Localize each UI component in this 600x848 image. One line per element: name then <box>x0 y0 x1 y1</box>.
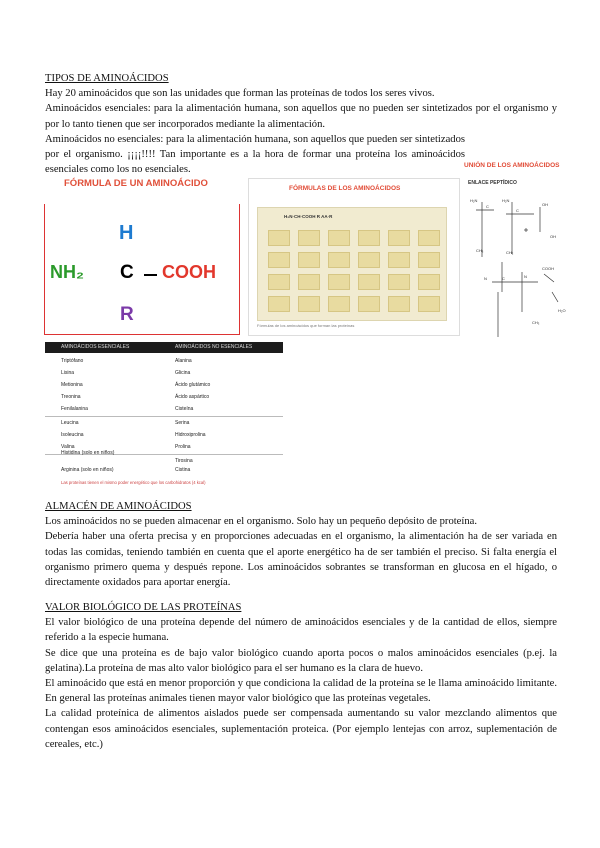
formula-cell <box>358 296 380 312</box>
svg-text:CH₃: CH₃ <box>476 248 484 253</box>
table-cell: Leucina <box>61 420 79 426</box>
figure-title: FÓRMULA DE UN AMINOÁCIDO <box>64 178 208 189</box>
formula-cell <box>418 252 440 268</box>
table-cell: Arginina (solo en niños) <box>61 467 114 473</box>
aminoacid-table <box>45 336 283 492</box>
section-almacen <box>45 499 557 590</box>
table-cell: Ácido aspártico <box>175 394 210 400</box>
svg-text:CH₂: CH₂ <box>506 250 514 255</box>
table-cell: Fenilalanina <box>61 406 88 412</box>
table-rule <box>45 416 283 417</box>
formula-cell <box>268 230 290 246</box>
figure-formulas <box>248 178 460 336</box>
heading-almacen: ALMACÉN DE AMINOÁCIDOS <box>45 501 192 512</box>
formula-cell <box>388 296 410 312</box>
figure-union <box>462 162 572 342</box>
table-cell: Metionina <box>61 382 83 388</box>
table-cell: Prolina <box>175 444 191 450</box>
formula-cell <box>358 274 380 290</box>
column-header: AMINOÁCIDOS ESENCIALES <box>61 344 130 350</box>
svg-text:C: C <box>486 204 489 209</box>
heading-valor: VALOR BIOLÓGICO DE LAS PROTEÍNAS <box>45 602 242 613</box>
formula-cell <box>328 274 350 290</box>
table-cell: Triptófano <box>61 358 84 364</box>
table-header <box>45 342 283 353</box>
svg-text:H₂O: H₂O <box>558 308 566 313</box>
formula-cell <box>268 274 290 290</box>
formula-cell <box>418 274 440 290</box>
svg-text:C: C <box>502 276 505 281</box>
formula-cooh: COOH <box>162 262 216 282</box>
formula-cell <box>328 296 350 312</box>
paragraph: Aminoácidos esenciales: para la alimentación humana, son aquellos que no pueden ser sintetizados por el organismo y por lo tanto tienen que ser incorporados mediante la alimentación. <box>45 103 557 130</box>
formula-h: H <box>119 222 134 244</box>
formula-cell <box>268 252 290 268</box>
svg-text:N: N <box>484 276 487 281</box>
table-cell: Isoleucina <box>61 432 84 438</box>
paragraph: El aminoácido que está en menor proporción y que condiciona la calidad de la proteína se le llama aminoácido limitante. En general las proteínas animales tienen mayor valor biológico que las proteínas vegetales. <box>45 678 557 705</box>
formula-cell <box>298 230 320 246</box>
heading-tipos: TIPOS DE AMINOÁCIDOS <box>45 73 169 84</box>
formula-nh2: NH₂ <box>50 262 84 282</box>
table-cell: Cistina <box>175 467 191 473</box>
table-cell: Serina <box>175 420 190 426</box>
paragraph: Los aminoácidos no se pueden almacenar en el organismo. Solo hay un pequeño depósito de proteína. <box>45 516 477 528</box>
svg-text:COOH: COOH <box>542 266 554 271</box>
table-cell: Alanina <box>175 358 192 364</box>
table-note: Las proteínas tienen el mismo poder energético que los carbohidratos (4 kcal) <box>61 480 206 485</box>
formula-bond <box>144 274 157 276</box>
panel-header: H₂N·CH·COOH R AA·R <box>284 214 333 219</box>
formula-cell <box>358 252 380 268</box>
table-cell: Valina <box>61 444 75 450</box>
formula-cell <box>298 252 320 268</box>
table-cell: Hidroxiprolina <box>175 432 206 438</box>
formula-r: R <box>120 304 134 325</box>
formula-cell <box>388 274 410 290</box>
svg-text:H₂N: H₂N <box>470 198 478 203</box>
table-cell: Cisteína <box>175 406 194 412</box>
svg-text:CH₃: CH₃ <box>532 320 540 325</box>
figure-caption: Fórmulas de los aminoácidos que forman las proteínas <box>257 323 355 328</box>
table-cell: Histidina (solo en niños) <box>61 450 115 456</box>
formula-cell <box>388 252 410 268</box>
formula-cell <box>388 230 410 246</box>
peptide-diagram <box>462 162 572 342</box>
table-cell: Tirosina <box>175 458 193 464</box>
formulas-panel <box>257 207 447 321</box>
table-cell: Glicina <box>175 370 191 376</box>
table-cell: Treonina <box>61 394 81 400</box>
paragraph: El valor biológico de una proteína depende del número de aminoácidos esenciales y de la cantidad de ellos, siempre referido a la especie humana. <box>45 617 557 644</box>
formula-cell <box>328 230 350 246</box>
figure-subtitle: ENLACE PEPTÍDICO <box>468 180 517 186</box>
svg-text:C: C <box>516 208 519 213</box>
formula-c: C <box>120 262 134 283</box>
figure-title: UNIÓN DE LOS AMINOÁCIDOS <box>464 162 560 169</box>
formula-cell <box>298 274 320 290</box>
figure-formula <box>44 178 242 336</box>
table-cell: Ácido glutámico <box>175 382 211 388</box>
svg-text:OH: OH <box>550 234 556 239</box>
paragraph: Aminoácidos no esenciales: para la alimentación humana, son aquellos que pueden ser sintetizados por el organismo. ¡¡¡¡!!!! Tan importante es a la hora de formar una proteína los aminoácidos esenciales como los no esenciales. <box>45 133 465 176</box>
section-valor <box>45 600 557 752</box>
paragraph: La calidad proteínica de alimentos aislados puede ser compensada aumentando su valor mezclando alimentos que contengan esos aminoácidos esenciales, suplementación proteica. (Por ejemplo lentejas con arroz, suplementación de cereales, etc.) <box>45 708 557 750</box>
paragraph: Se dice que una proteína es de bajo valor biológico cuando aporta pocos o malos aminoácidos esenciales (p.ej. la gelatina).La proteína de mas alto valor biológico para el ser humano es la clara de huevo. <box>45 647 557 674</box>
svg-text:N: N <box>524 274 527 279</box>
formula-cell <box>358 230 380 246</box>
formula-cell <box>418 296 440 312</box>
svg-text:H₂N: H₂N <box>502 198 510 203</box>
svg-text:OH: OH <box>542 202 548 207</box>
formula-cell <box>418 230 440 246</box>
table-cell: Lisina <box>61 370 75 376</box>
formula-cell <box>328 252 350 268</box>
formula-cell <box>268 296 290 312</box>
paragraph: Hay 20 aminoácidos que son las unidades que forman las proteínas de todos los seres vivos. <box>45 88 435 100</box>
formula-cell <box>298 296 320 312</box>
figure-title: FÓRMULAS DE LOS AMINOÁCIDOS <box>289 185 401 192</box>
paragraph: Debería haber una oferta precisa y en proporciones adecuadas en el organismo, la alimentación ha de ser variada en todas las comidas, teniendo también en cuenta que el aporte energético ha de ser también el preciso. Si falta energía el organismo primero quema y después repone. Los aminoácidos sobrantes se transforman en glucosa en el hígado, o directamente oxidados para aportar energía. <box>45 531 557 589</box>
column-header: AMINOÁCIDOS NO ESENCIALES <box>175 344 253 350</box>
